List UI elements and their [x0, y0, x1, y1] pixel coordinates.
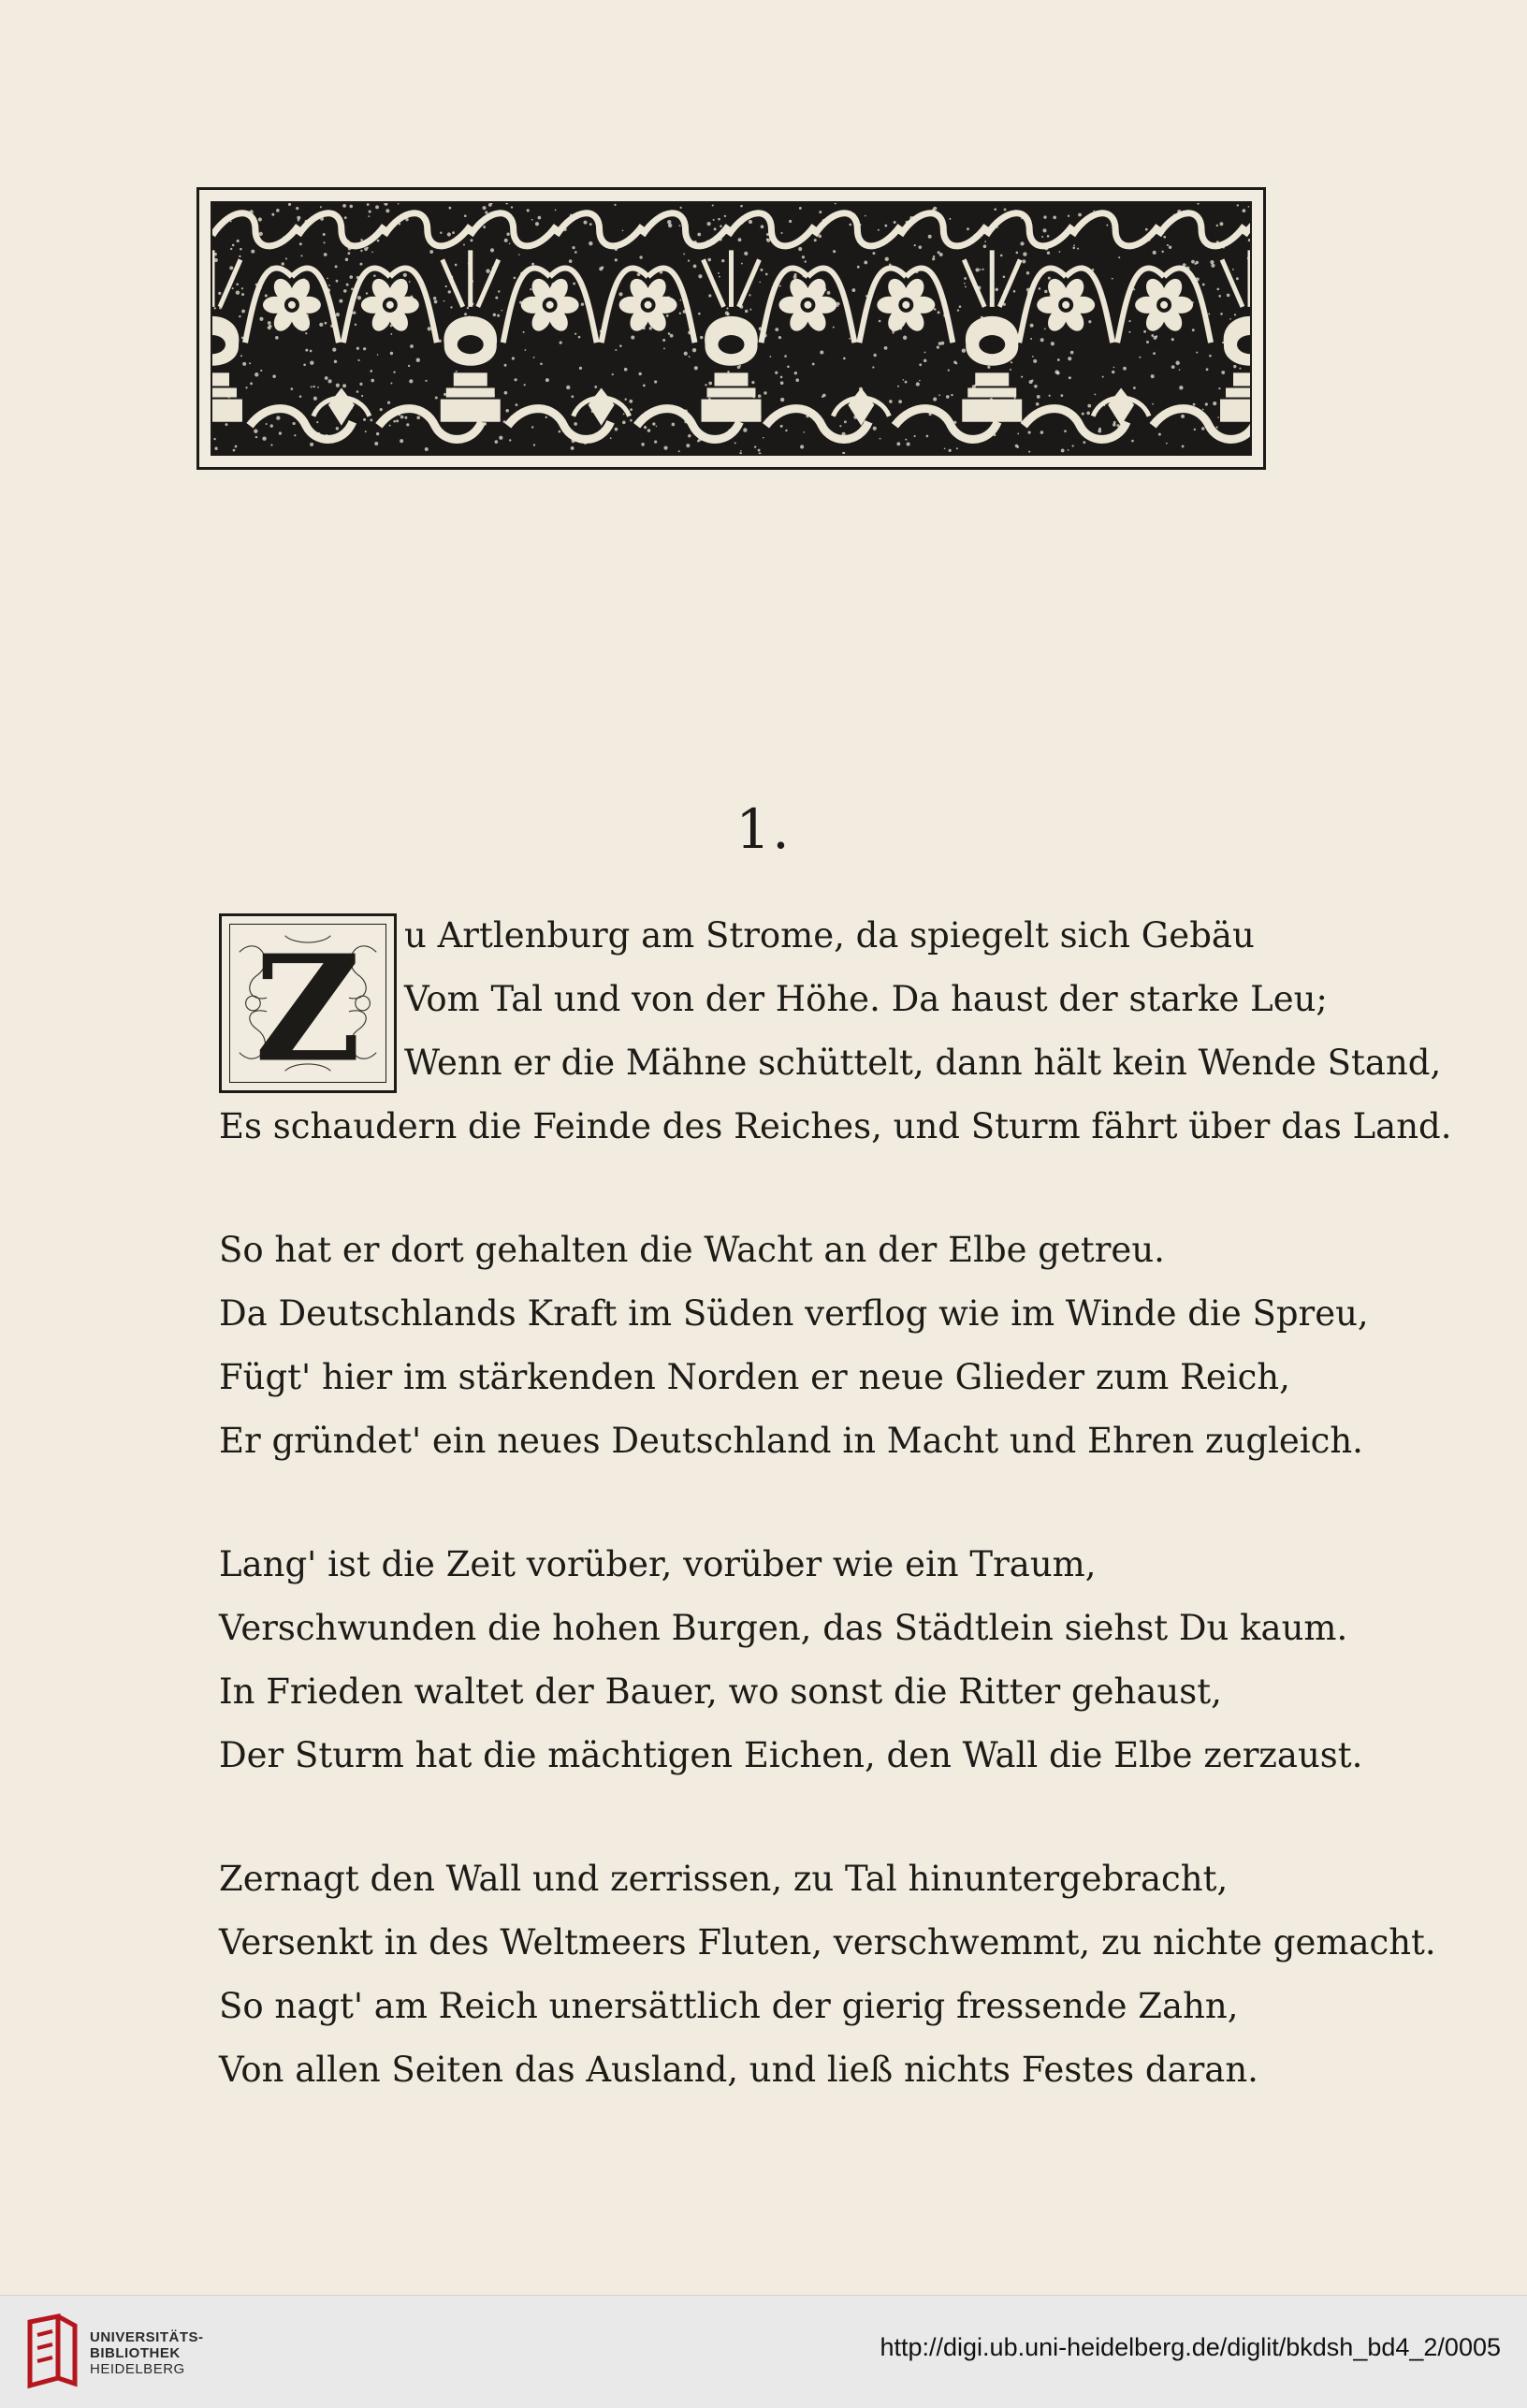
initial-letter: Z	[254, 925, 362, 1082]
library-footer	[0, 2295, 1527, 2408]
ornamental-header-band	[196, 187, 1266, 470]
poem-line: Verschwunden die hohen Burgen, das Städtlein siehst Du kaum.	[219, 1608, 1348, 1648]
poem-line: Der Sturm hat die mächtigen Eichen, den Wall die Elbe zerzaust.	[219, 1735, 1363, 1775]
poem-line: Wenn er die Mähne schüttelt, dann hält kein Wende Stand,	[404, 1043, 1442, 1083]
library-logo-icon[interactable]	[21, 2313, 82, 2391]
poem-line: Zernagt den Wall und zerrissen, zu Tal hinuntergebracht,	[219, 1859, 1229, 1899]
poem-line: Da Deutschlands Kraft im Süden verflog wie im Winde die Spreu,	[219, 1293, 1369, 1334]
poem-line: Es schaudern die Feinde des Reiches, und Sturm fährt über das Land.	[219, 1106, 1452, 1146]
poem-line: Vom Tal und von der Höhe. Da haust der starke Leu;	[404, 979, 1328, 1019]
initial-ornament	[229, 924, 386, 1083]
poem-line: u Artlenburg am Strome, da spiegelt sich Gebäu	[404, 915, 1255, 956]
poem-line: Er gründet' ein neues Deutschland in Macht und Ehren zugleich.	[219, 1421, 1363, 1461]
poem-line: Von allen Seiten das Ausland, und ließ nichts Festes daran.	[219, 2050, 1258, 2090]
poem-line: So hat er dort gehalten die Wacht an der Elbe getreu.	[219, 1230, 1165, 1270]
poem-line: Fügt' hier im stärkenden Norden er neue Glieder zum Reich,	[219, 1357, 1290, 1397]
ornament-vases-flowers	[211, 201, 1252, 456]
initial-letter-box	[219, 913, 397, 1093]
page-url-link[interactable]: http://digi.ub.uni-heidelberg.de/diglit/bkdsh_bd4_2/0005	[880, 2333, 1501, 2361]
poem-line: Lang' ist die Zeit vorüber, vorüber wie ein Traum,	[219, 1544, 1097, 1584]
poem-line: In Frieden waltet der Bauer, wo sonst die Ritter gehaust,	[219, 1671, 1222, 1712]
chapter-numeral: 1.	[735, 797, 792, 861]
library-name: UNIVERSITÄTS- BIBLIOTHEK HEIDELBERG	[90, 2329, 204, 2377]
poem-line: Versenkt in des Weltmeers Fluten, verschwemmt, zu nichte gemacht.	[219, 1922, 1436, 1963]
poem-line: So nagt' am Reich unersättlich der gierig fressende Zahn,	[219, 1986, 1239, 2026]
